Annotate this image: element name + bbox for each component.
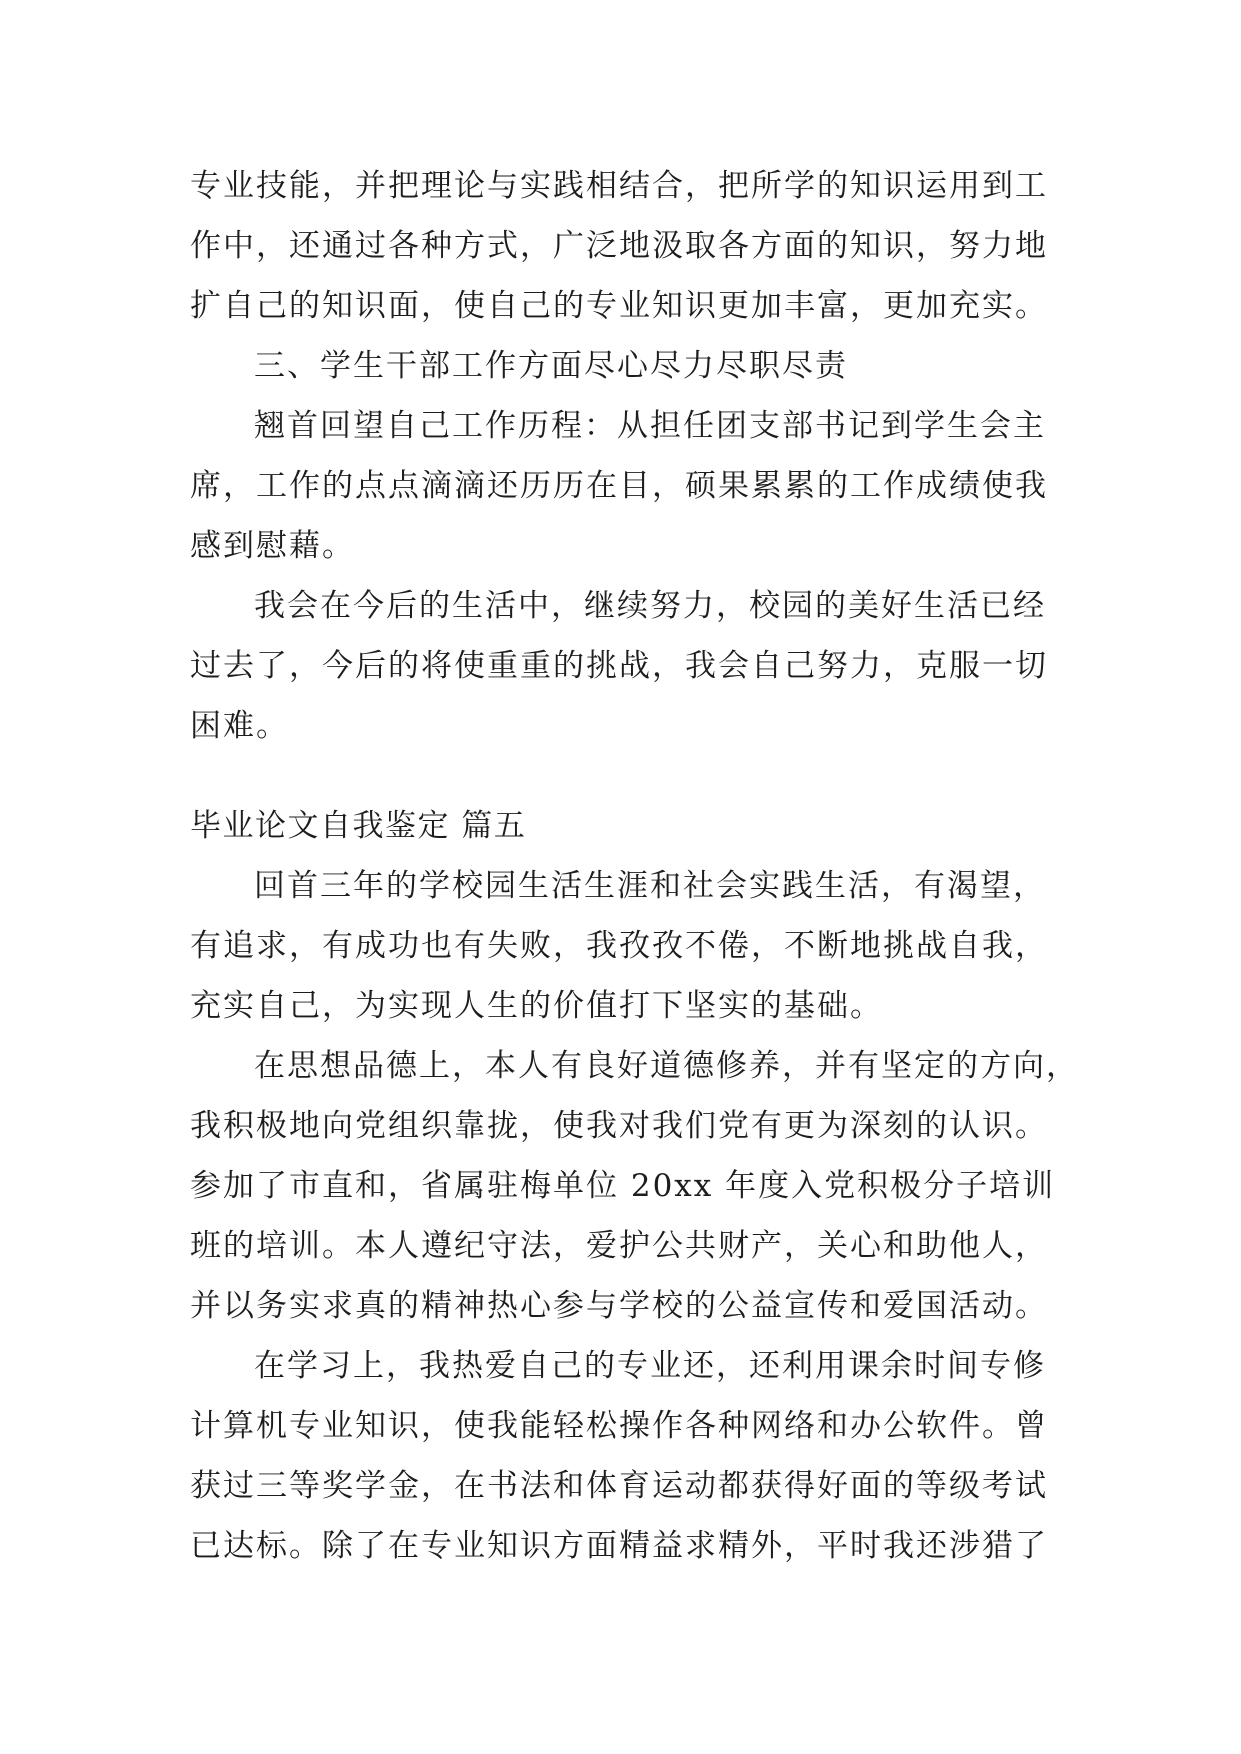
- paragraph-line: 有追求，有成功也有失败，我孜孜不倦，不断地挑战自我，: [190, 928, 1048, 964]
- paragraph-line: 已达标。除了在专业知识方面精益求精外，平时我还涉猎了: [190, 1528, 1048, 1564]
- paragraph-line: 我积极地向党组织靠拢，使我对我们党有更为深刻的认识。: [190, 1108, 1048, 1144]
- paragraph-line: 作中，还通过各种方式，广泛地汲取各方面的知识，努力地: [190, 228, 1048, 264]
- paragraph-line: 感到慰藉。: [190, 528, 355, 564]
- paragraph-line: 在学习上，我热爱自己的专业还，还利用课余时间专修: [254, 1348, 1046, 1384]
- paragraph-line: 计算机专业知识，使我能轻松操作各种网络和办公软件。曾: [190, 1408, 1048, 1444]
- paragraph-line: 参加了市直和，省属驻梅单位 20xx 年度入党积极分子培训: [190, 1168, 1056, 1204]
- paragraph-line: 过去了，今后的将使重重的挑战，我会自己努力，克服一切: [190, 648, 1048, 684]
- paragraph-line: 专业技能，并把理论与实践相结合，把所学的知识运用到工: [190, 168, 1048, 204]
- paragraph-line: 席，工作的点点滴滴还历历在目，硕果累累的工作成绩使我: [190, 468, 1048, 504]
- paragraph-line: 扩自己的知识面，使自己的专业知识更加丰富，更加充实。: [190, 288, 1048, 324]
- paragraph-line: 我会在今后的生活中，继续努力，校园的美好生活已经: [254, 588, 1046, 624]
- paragraph-line: 班的培训。本人遵纪守法，爱护公共财产，关心和助他人，: [190, 1228, 1048, 1264]
- paragraph-line: 在思想品德上，本人有良好道德修养，并有坚定的方向，: [254, 1048, 1079, 1084]
- article-title: 毕业论文自我鉴定 篇五: [190, 808, 527, 844]
- paragraph-line: 获过三等奖学金，在书法和体育运动都获得好面的等级考试: [190, 1468, 1048, 1504]
- paragraph-line: 困难。: [190, 708, 289, 744]
- paragraph-line: 充实自己，为实现人生的价值打下坚实的基础。: [190, 988, 883, 1024]
- paragraph-line: 翘首回望自己工作历程：从担任团支部书记到学生会主: [254, 408, 1046, 444]
- paragraph-line: 并以务实求真的精神热心参与学校的公益宣传和爱国活动。: [190, 1288, 1048, 1324]
- section-heading: 三、学生干部工作方面尽心尽力尽职尽责: [254, 348, 848, 384]
- paragraph-line: 回首三年的学校园生活生涯和社会实践生活，有渴望，: [254, 868, 1046, 904]
